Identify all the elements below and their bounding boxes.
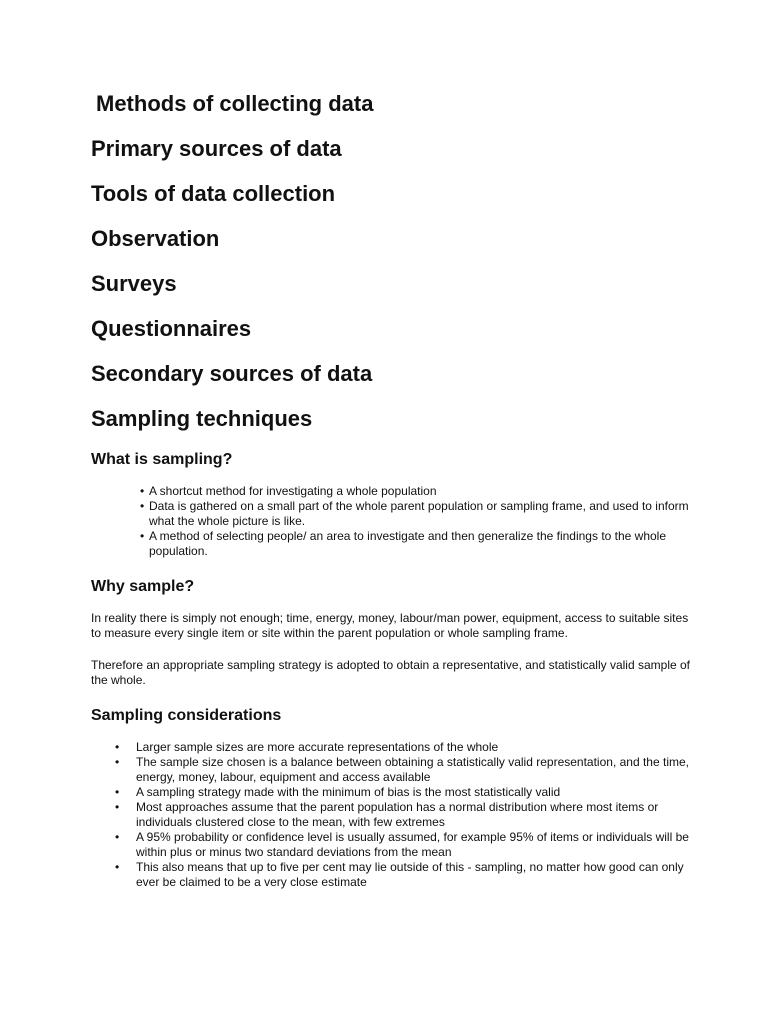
list-item: • A 95% probability or confidence level is usually assumed, for example 95% of items or individuals will be within plus or minus two standard deviations from the mean (115, 830, 689, 859)
list-item: • The sample size chosen is a balance between obtaining a statistically valid representation, and the time, energy, money, labour, equipment and access available (115, 755, 689, 784)
list-item: • A shortcut method for investigating a whole population (140, 484, 437, 498)
bullet-icon: • (140, 484, 145, 498)
heading-sampling-considerations: Sampling considerations (91, 707, 282, 724)
heading-observation: Observation (91, 226, 220, 251)
bullet-icon: • (115, 785, 120, 799)
list-item: • This also means that up to five per cent may lie outside of this - sampling, no matter how good can only ever be claimed to be a very close estimate (115, 860, 684, 889)
list-item: • A method of selecting people/ an area to investigate and then generalize the findings to the whole population. (140, 529, 667, 558)
bullet-icon: • (115, 830, 120, 844)
list-item: • Larger sample sizes are more accurate representations of the whole (115, 740, 499, 754)
heading-secondary-sources: Secondary sources of data (91, 361, 373, 386)
bullet-icon: • (115, 800, 120, 814)
bullet-icon: • (115, 755, 120, 769)
sampling-considerations-list (91, 740, 691, 890)
what-is-sampling-list (91, 484, 691, 559)
list-item: • Most approaches assume that the parent population has a normal distribution where most items or individuals clustered close to the mean, with few extremes (115, 800, 659, 829)
bullet-icon: • (140, 499, 145, 513)
bullet-icon: • (140, 529, 145, 543)
why-sample-paragraph-1: In reality there is simply not enough; time, energy, money, labour/man power, equipment, access to suitable sites to measure every single item or site within the parent population or whole sampling frame. (91, 611, 689, 640)
heading-questionnaires: Questionnaires (91, 316, 252, 341)
why-sample-paragraph-2: Therefore an appropriate sampling strategy is adopted to obtain a representative, and statistically valid sample of the whole. (91, 658, 691, 687)
heading-sampling-techniques: Sampling techniques (91, 406, 313, 431)
heading-methods-of-collecting-data: Methods of collecting data (96, 91, 374, 116)
heading-tools-of-data-collection: Tools of data collection (91, 181, 336, 206)
bullet-icon: • (115, 860, 120, 874)
document-body (91, 91, 691, 890)
list-item: • A sampling strategy made with the minimum of bias is the most statistically valid (115, 785, 561, 799)
heading-surveys: Surveys (91, 271, 177, 296)
list-item: • Data is gathered on a small part of the whole parent population or sampling frame, and used to inform what the whole picture is like. (140, 499, 689, 528)
bullet-icon: • (115, 740, 120, 754)
heading-primary-sources: Primary sources of data (91, 136, 342, 161)
heading-what-is-sampling: What is sampling? (91, 451, 233, 468)
heading-why-sample: Why sample? (91, 578, 195, 595)
